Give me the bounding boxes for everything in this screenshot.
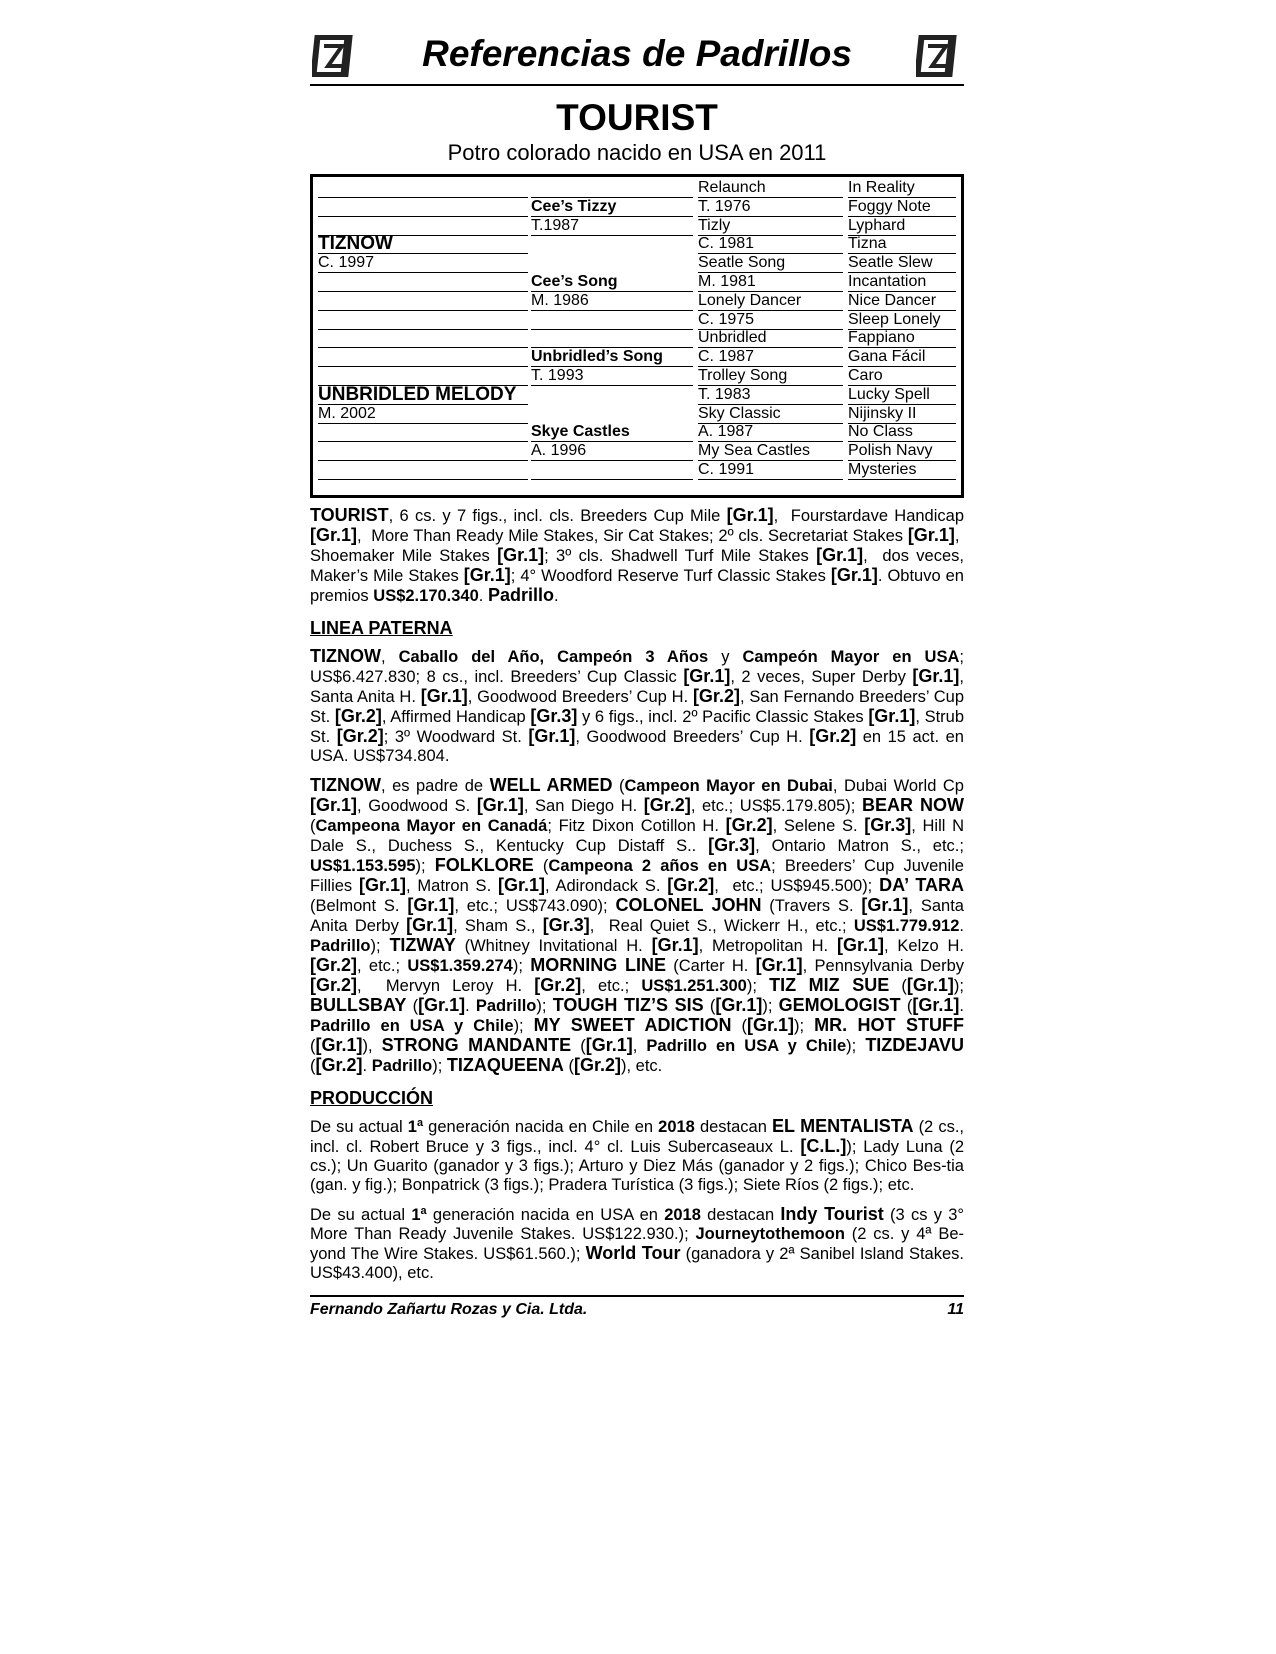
pedigree-cell: Gana Fácil [848, 348, 956, 367]
pedigree-cell: C. 1991 [698, 461, 843, 480]
pedigree-cell [318, 442, 528, 461]
pedigree-cell: Lucky Spell [848, 386, 956, 405]
pedigree-cell [531, 254, 693, 272]
pedigree-cell: Unbridled’s Song [531, 348, 693, 367]
pedigree-cell: Skye Castles [531, 423, 693, 442]
pedigree-cell: Seatle Song [698, 254, 843, 273]
document-page [310, 28, 964, 1319]
pedigree-cell [318, 292, 528, 311]
pedigree-cell: T. 1993 [531, 367, 693, 386]
pedigree-cell [318, 461, 528, 480]
pedigree-cell [318, 198, 528, 217]
pedigree-cell [531, 179, 693, 198]
pedigree-cell: Lyphard [848, 217, 956, 236]
pedigree-cell: Incantation [848, 273, 956, 292]
pedigree-cell: M. 1986 [531, 292, 693, 311]
brand-logo-icon [916, 32, 962, 80]
pedigree-cell: My Sea Castles [698, 442, 843, 461]
pedigree-cell [531, 311, 693, 330]
pedigree-cell: Unbridled [698, 329, 843, 348]
pedigree-cell: Trolley Song [698, 367, 843, 386]
pedigree-cell: Polish Navy [848, 442, 956, 461]
pedigree-cell: A. 1996 [531, 442, 693, 461]
pedigree-cell: Foggy Note [848, 198, 956, 217]
pedigree-cell: M. 2002 [318, 405, 528, 424]
page-title: Referencias de Padrillos [422, 33, 852, 74]
pedigree-cell: Cee’s Tizzy [531, 198, 693, 217]
pedigree-cell: In Reality [848, 179, 956, 198]
pedigree-cell: Sky Classic [698, 405, 843, 424]
pedigree-cell: TIZNOW [318, 235, 528, 254]
pedigree-cell: Nice Dancer [848, 292, 956, 311]
footer-company: Fernando Zañartu Rozas y Cia. Ltda. [310, 1301, 588, 1318]
pedigree-cell: T.1987 [531, 217, 693, 236]
pedigree-cell: C. 1987 [698, 348, 843, 367]
pedigree-cell [318, 311, 528, 330]
sire-record: TIZNOW, Caballo del Año, Campeón 3 Años y Campeón Mayor en USA; US$6.427.830; 8 cs., incl. Breeders’ Cup Classic [Gr.1], 2 veces, Super Derby [Gr.1], Santa Anita H. [Gr.1], Goodwood Breeders’ Cup H. [Gr.2], San Fernando Breeders’ Cup St. [Gr.2], Affirmed Handicap [Gr.3] y 6 figs., incl. 2º Pacific Classic Stakes [Gr.1], Strub St. [Gr.2]; 3º Woodward St. [Gr.1], Goodwood Breeders’ Cup H. [Gr.2] en 15 act. en USA. US$734.804. [310, 646, 965, 765]
pedigree-cell: A. 1987 [698, 423, 843, 442]
section-heading-produccion: PRODUCCIÓN [310, 1088, 434, 1108]
pedigree-cell: No Class [848, 423, 956, 442]
sire-progeny: TIZNOW, es padre de WELL ARMED (Campeon Mayor en Dubai, Dubai World Cp [Gr.1], Goodwood S. [Gr.1], San Diego H. [Gr.2], etc.; US$5.179.805); BEAR NOW (Campeona Mayor en Canadá; Fitz Dixon Cotillon H. [Gr.2], Selene S. [Gr.3], Hill N Dale S., Duchess S., Kentucky Cup Distaff S.. [Gr.3], Ontario Matron S., etc.; US$1.153.595); FOLKLORE (Campeona 2 años en USA; Breeders’ Cup Juvenile Fillies [Gr.1], Matron S. [Gr.1], Adirondack S. [Gr.2], etc.; US$945.500); DA’ TARA (Belmont S. [Gr.1], etc.; US$743.090); COLONEL JOHN (Travers S. [Gr.1], Santa Anita Derby [Gr.1], Sham S., [Gr.3], Real Quiet S., Wickerr H., etc.; US$1.779.912. Padrillo); TIZWAY (Whitney Invitational H. [Gr.1], Metropolitan H. [Gr.1], Kelzo H. [Gr.2], etc.; US$1.359.274); MORNING LINE (Carter H. [Gr.1], Pennsylvania Derby [Gr.2], Mervyn Leroy H. [Gr.2], etc.; US$1.251.300); TIZ MIZ SUE ([Gr.1]); BULLSBAY ([Gr.1]. Padrillo); TOUGH TIZ’S SIS ([Gr.1]); GEMOLOGIST ([Gr.1]. Padrillo en USA y Chile); MY SWEET ADICTION ([Gr.1]); MR. HOT STUFF ([Gr.1]), STRONG MANDANTE ([Gr.1], Padrillo en USA y Chile); TIZDEJAVU ([Gr.2]. Padrillo); TIZAQUEENA ([Gr.2]), etc. [310, 775, 965, 1075]
section-heading-paterna: LINEA PATERNA [310, 618, 453, 638]
pedigree-cell [318, 329, 528, 348]
race-record: TOURIST, 6 cs. y 7 figs., incl. cls. Breeders Cup Mile [Gr.1], Fourstardave Handicap [Gr.1], More Than Ready Mile Stakes, Sir Cat Stakes; 2º cls. Secretariat Stakes [Gr.1], Shoemaker Mile Stakes [Gr.1]; 3º cls. Shadwell Turf Mile Stakes [Gr.1], dos veces, Maker’s Mile Stakes [Gr.1]; 4° Woodford Reserve Turf Classic Stakes [Gr.1]. Obtuvo en premios US$2.170.340. Padrillo. [310, 505, 965, 605]
pedigree-cell [531, 235, 693, 253]
pedigree-cell [531, 461, 693, 480]
pedigree-cell [531, 386, 693, 404]
pedigree-cell: Caro [848, 367, 956, 386]
page-number: 11 [947, 1301, 964, 1318]
page-header [310, 28, 964, 86]
pedigree-cell: T. 1976 [698, 198, 843, 217]
pedigree-cell [318, 423, 528, 442]
horse-description: Potro colorado nacido en USA en 2011 [447, 140, 827, 165]
production-chile: De su actual 1ª generación nacida en Chile en 2018 destacan EL MENTALISTA (2 cs., incl. cl. Robert Bruce y 3 figs., incl. 4° cl. Luis Subercaseaux L. [C.L.]); Lady Luna (2 cs.); Un Guarito (ganador y 3 figs.); Arturo y Diez Más (ganador y 2 figs.); Chico Bes-tia (gan. y fig.); Bonpatrick (3 figs.); Pradera Turística (3 figs.); Siete Ríos (2 figs.); etc. [310, 1116, 964, 1194]
pedigree-cell [318, 273, 528, 292]
pedigree-cell: M. 1981 [698, 273, 843, 292]
pedigree-cell: C. 1981 [698, 235, 843, 254]
pedigree-cell: Tizly [698, 217, 843, 236]
pedigree-cell: Fappiano [848, 329, 956, 348]
pedigree-cell: Nijinsky II [848, 405, 956, 424]
pedigree-cell: Mysteries [848, 461, 956, 480]
pedigree-cell: Relaunch [698, 179, 843, 198]
horse-name: TOURIST [556, 97, 718, 138]
pedigree-cell [531, 405, 693, 423]
pedigree-cell [318, 348, 528, 367]
pedigree-cell: UNBRIDLED MELODY [318, 386, 528, 405]
pedigree-cell: T. 1983 [698, 386, 843, 405]
pedigree-cell: Tizna [848, 235, 956, 254]
pedigree-cell: C. 1975 [698, 311, 843, 330]
pedigree-cell [531, 329, 693, 348]
pedigree-cell: Seatle Slew [848, 254, 956, 273]
pedigree-cell: Cee’s Song [531, 273, 693, 292]
page-footer [310, 1295, 964, 1319]
pedigree-cell: Sleep Lonely [848, 311, 956, 330]
pedigree-cell: Lonely Dancer [698, 292, 843, 311]
production-usa: De su actual 1ª generación nacida en USA en 2018 destacan Indy Tourist (3 cs y 3° More Than Ready Juvenile Stakes. US$122.930.); Journeytothemoon (2 cs. y 4ª Be-yond The Wire Stakes. US$61.560.); World Tour (ganadora y 2ª Sanibel Island Stakes. US$43.400), etc. [310, 1204, 965, 1282]
pedigree-cell [318, 179, 528, 198]
pedigree-table [310, 174, 964, 498]
pedigree-cell: C. 1997 [318, 254, 528, 273]
